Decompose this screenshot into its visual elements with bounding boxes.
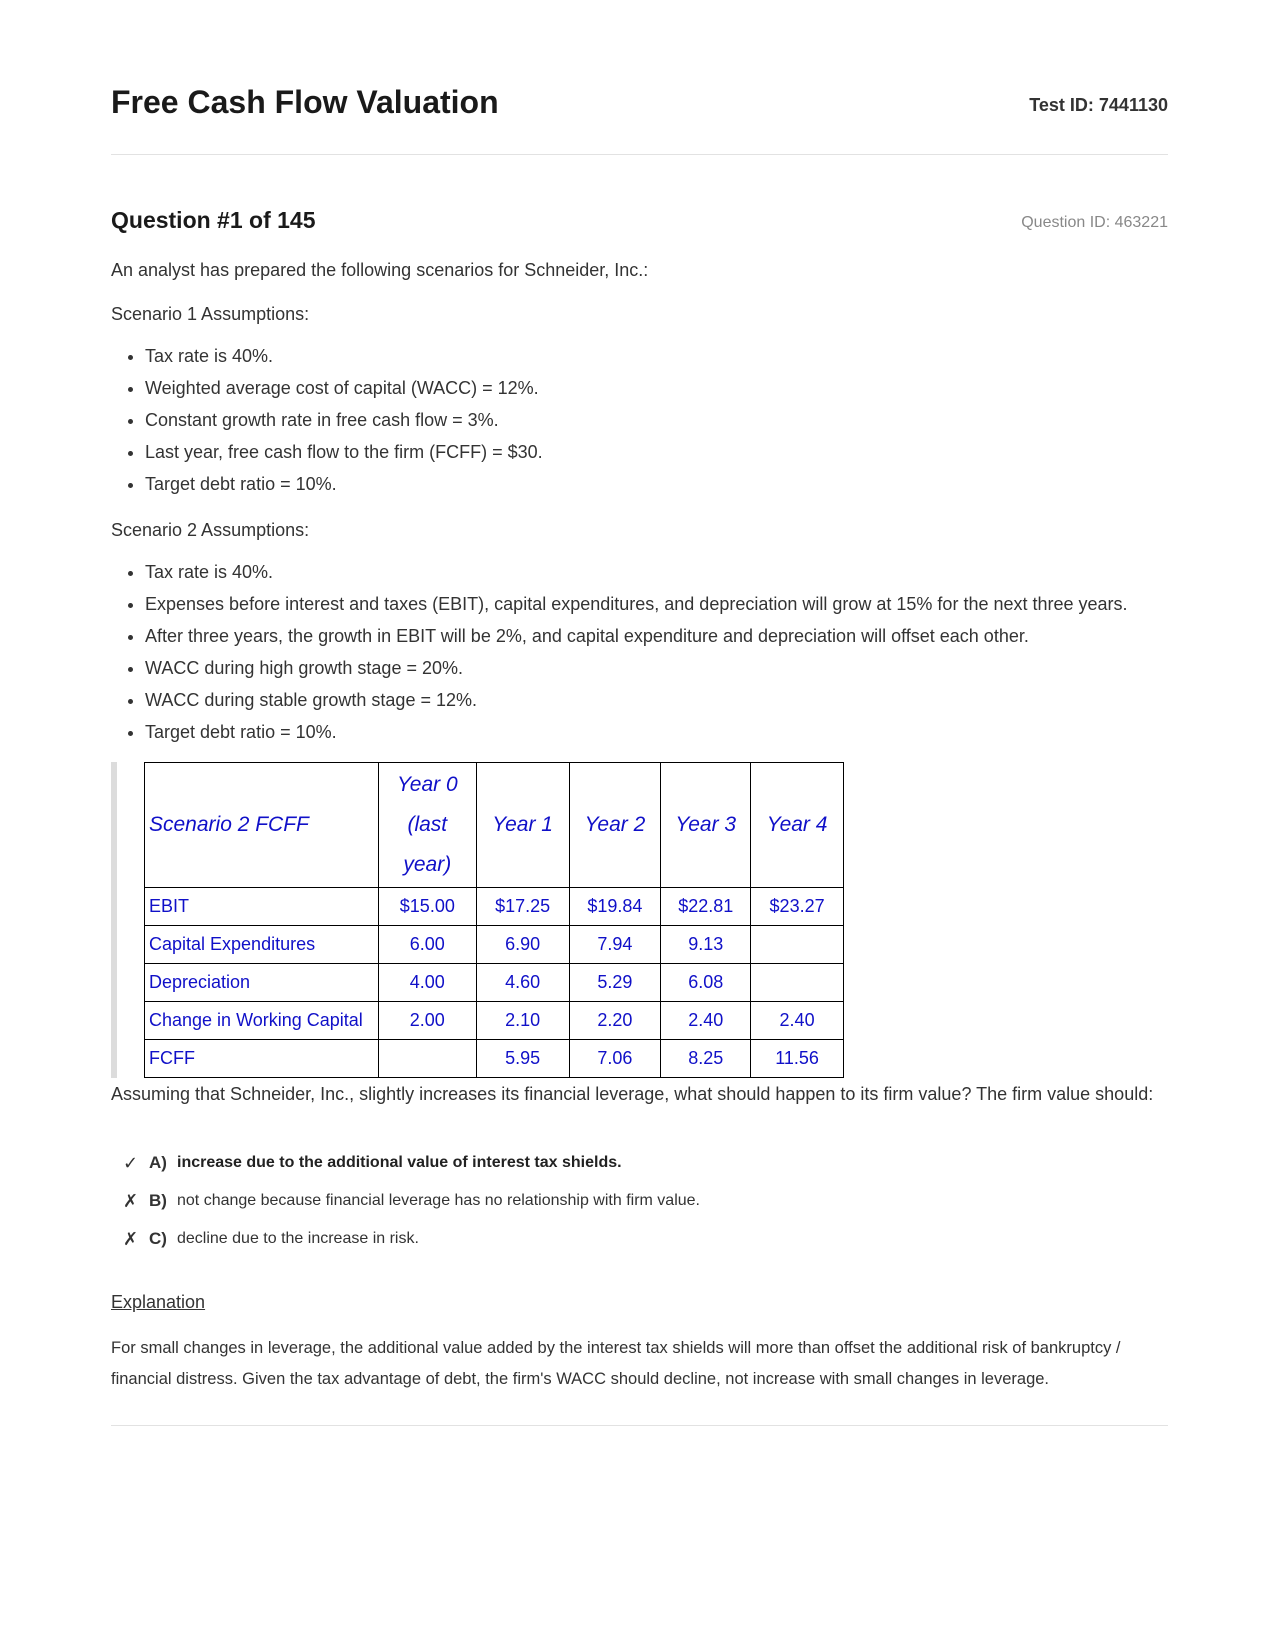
- list-item: • After three years, the growth in EBIT will be 2%, and capital expenditure and depreciation will offset each other.: [145, 620, 1168, 652]
- table-header-cell: Year 2: [569, 763, 661, 888]
- table-cell: [751, 964, 844, 1002]
- table-cell: 6.00: [378, 926, 476, 964]
- table-cell: 6.90: [476, 926, 569, 964]
- table-cell: Depreciation: [145, 964, 379, 1002]
- list-item: • Target debt ratio = 10%.: [145, 716, 1168, 748]
- table-header-row: [145, 763, 844, 888]
- table-row: [145, 964, 844, 1002]
- question-id: Question ID: 463221: [1021, 214, 1168, 231]
- table-cell: 7.06: [569, 1040, 661, 1078]
- table-cell: Change in Working Capital: [145, 1002, 379, 1040]
- table-cell: 2.40: [661, 1002, 751, 1040]
- table-cell: 9.13: [661, 926, 751, 964]
- table-cell: [751, 926, 844, 964]
- scenario2-title: Scenario 2 Assumptions:: [111, 520, 310, 540]
- fcff-table: [144, 762, 844, 1078]
- table-cell: 7.94: [569, 926, 661, 964]
- table-row: [145, 1040, 844, 1078]
- option-letter: C): [149, 1229, 167, 1248]
- list-item: • Constant growth rate in free cash flow = 3%.: [145, 404, 1168, 436]
- list-item: • Tax rate is 40%.: [145, 556, 1168, 588]
- answer-option-a[interactable]: [123, 1144, 1168, 1182]
- document-title: Free Cash Flow Valuation: [111, 84, 499, 120]
- table-cell: 2.20: [569, 1002, 661, 1040]
- table-cell: $19.84: [569, 888, 661, 926]
- table-cell: 2.40: [751, 1002, 844, 1040]
- question-header: [111, 207, 1168, 267]
- test-id: Test ID: 7441130: [1029, 95, 1168, 115]
- option-letter: B): [149, 1191, 167, 1210]
- page-header: [111, 0, 1168, 155]
- table-cell: $17.25: [476, 888, 569, 926]
- explanation-heading: Explanation: [111, 1292, 206, 1312]
- option-text: decline due to the increase in risk.: [177, 1230, 419, 1247]
- list-item: • WACC during stable growth stage = 12%.: [145, 684, 1168, 716]
- list-item: • Target debt ratio = 10%.: [145, 468, 1168, 500]
- table-cell: $23.27: [751, 888, 844, 926]
- table-header-cell: Year 0 (last year): [378, 763, 476, 888]
- table-cell: [378, 1040, 476, 1078]
- question-intro: An analyst has prepared the following scenarios for Schneider, Inc.:: [111, 260, 649, 280]
- cross-icon: ✗: [123, 1191, 139, 1211]
- list-item: • Tax rate is 40%.: [145, 340, 1168, 372]
- table-cell: $15.00: [378, 888, 476, 926]
- option-letter: A): [149, 1153, 167, 1172]
- table-cell: 4.60: [476, 964, 569, 1002]
- table-cell: 5.29: [569, 964, 661, 1002]
- explanation-text: For small changes in leverage, the additional value added by the interest tax shields will more than offset the additional risk of bankruptcy / financial distress. Given the tax advantage of debt, the firm's WACC should decline, not increase with small changes in leverage.: [111, 1339, 1121, 1388]
- list-item: • Expenses before interest and taxes (EBIT), capital expenditures, and depreciation will grow at 15% for the next three years.: [145, 588, 1168, 620]
- table-header-cell: Year 4: [751, 763, 844, 888]
- footer-divider: [111, 1425, 1168, 1426]
- question-title: Question #1 of 145: [111, 207, 316, 233]
- answer-option-b[interactable]: [123, 1182, 1168, 1220]
- table-cell: 6.08: [661, 964, 751, 1002]
- question-stem: Assuming that Schneider, Inc., slightly increases its financial leverage, what should happen to its firm value? The firm value should:: [111, 1084, 1154, 1104]
- table-row: [145, 888, 844, 926]
- option-text: increase due to the additional value of interest tax shields.: [177, 1154, 622, 1171]
- list-item: • WACC during high growth stage = 20%.: [145, 652, 1168, 684]
- table-cell: 4.00: [378, 964, 476, 1002]
- table-cell: EBIT: [145, 888, 379, 926]
- table-cell: FCFF: [145, 1040, 379, 1078]
- table-header-cell: Scenario 2 FCFF: [145, 763, 379, 888]
- table-cell: 5.95: [476, 1040, 569, 1078]
- option-text: not change because financial leverage has no relationship with firm value.: [177, 1192, 700, 1209]
- scenario1-title: Scenario 1 Assumptions:: [111, 304, 310, 324]
- table-cell: 2.00: [378, 1002, 476, 1040]
- scenario1-list: [111, 340, 1168, 500]
- answer-options: [123, 1144, 1168, 1258]
- table-cell: 8.25: [661, 1040, 751, 1078]
- table-cell: Capital Expenditures: [145, 926, 379, 964]
- table-row: [145, 1002, 844, 1040]
- table-row: [145, 926, 844, 964]
- table-cell: $22.81: [661, 888, 751, 926]
- checkmark-icon: ✓: [123, 1153, 139, 1173]
- table-cell: 11.56: [751, 1040, 844, 1078]
- scenario2-list: [111, 556, 1168, 748]
- page: [111, 0, 1168, 1426]
- cross-icon: ✗: [123, 1229, 139, 1249]
- list-item: • Last year, free cash flow to the firm (FCFF) = $30.: [145, 436, 1168, 468]
- table-header-cell: Year 1: [476, 763, 569, 888]
- fcff-table-block: [111, 762, 844, 1078]
- table-header-cell: Year 3: [661, 763, 751, 888]
- answer-option-c[interactable]: [123, 1220, 1168, 1258]
- table-cell: 2.10: [476, 1002, 569, 1040]
- list-item: • Weighted average cost of capital (WACC) = 12%.: [145, 372, 1168, 404]
